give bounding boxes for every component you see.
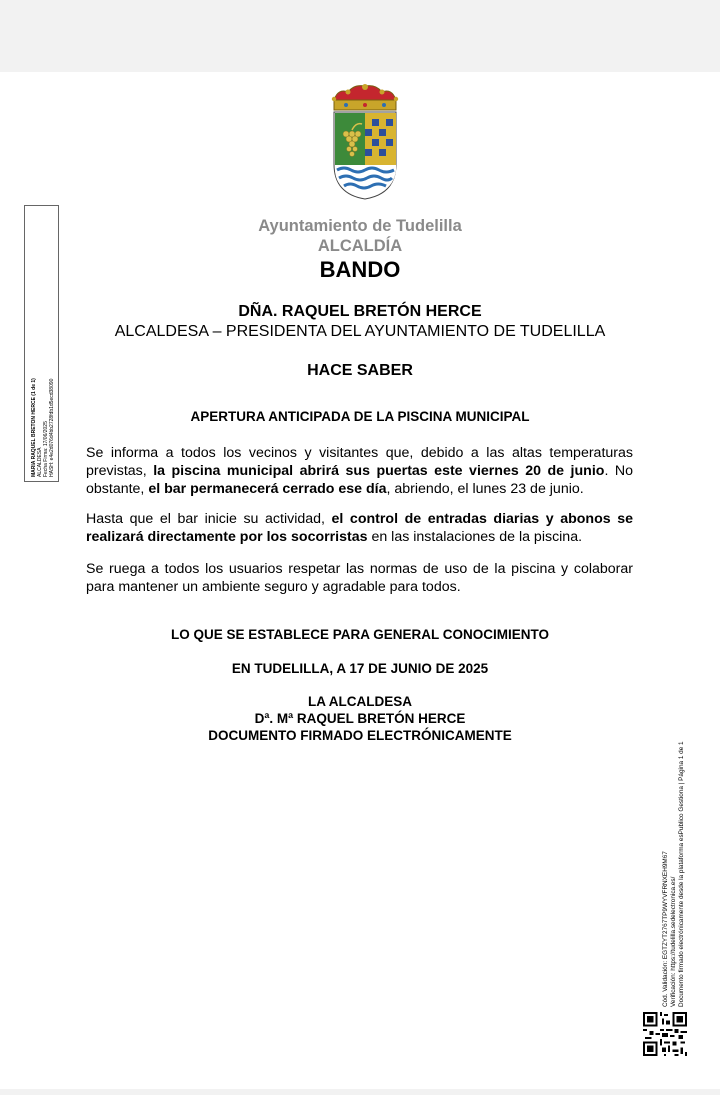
signature-stamp-box [24, 205, 59, 482]
coat-of-arms-logo [328, 82, 402, 202]
document-page [0, 72, 720, 1089]
verification-code: Cód. Validación: EGTZYT2767TP9WYVFRNXEH9M67 [662, 851, 669, 1007]
qr-code-icon [643, 1012, 687, 1056]
stamp-date: Fecha Firma: 17/06/2025 [43, 421, 49, 477]
stamp-role: ALCALDESA [37, 447, 43, 477]
signature-stamp-text [31, 208, 55, 477]
paragraph-text: en las instalaciones de la piscina. [367, 529, 583, 545]
signature-note: DOCUMENTO FIRMADO ELECTRÓNICAMENTE [208, 728, 512, 743]
paragraph-emphasis: la piscina municipal abrirá sus puertas este viernes 20 de junio [153, 463, 605, 479]
signature-name: Dª. Mª RAQUEL BRETÓN HERCE [254, 711, 466, 726]
verification-url[interactable]: Verificación: https://tudelilla.sedelectronica.es/ [670, 876, 677, 1007]
place-date: EN TUDELILLA, A 17 DE JUNIO DE 2025 [231, 661, 489, 676]
paragraph-emphasis: el control de entradas diarias y abonos se realizará directamente por los socorristas [86, 511, 633, 545]
stamp-signer: MARIA RAQUEL BRETON HERCE (1 de 1) [31, 378, 37, 477]
paragraph-text: Hasta que el bar inicie su actividad, [86, 511, 332, 527]
signature-title: LA ALCALDESA [308, 694, 412, 709]
subject-heading: APERTURA ANTICIPADA DE LA PISCINA MUNICIPAL [190, 409, 530, 424]
paragraph-text: Se informa a todos los vecinos y visitantes que, debido a las altas temperaturas previstas, [86, 445, 633, 479]
paragraph-text: . No obstante, [86, 463, 634, 497]
paragraph-text: , abriendo, el lunes 23 de junio. [386, 481, 584, 497]
stamp-hash: HASH: e4e2d076d4bb2728fdb1d5ecd38090 [49, 378, 55, 477]
document-title: BANDO [319, 257, 401, 282]
issuer-role: ALCALDESA – PRESIDENTA DEL AYUNTAMIENTO DE TUDELILLA [114, 323, 606, 340]
hace-saber-heading: HACE SABER [307, 362, 413, 379]
paragraph-opening [86, 444, 633, 498]
paragraph-access-control [86, 510, 633, 546]
verification-note: Documento firmado electrónicamente desde la plataforma esPublico Gestiona | Página 1 de 1 [678, 741, 685, 1007]
closing-statement: LO QUE SE ESTABLECE PARA GENERAL CONOCIMIENTO [170, 627, 550, 642]
department-name: ALCALDÍA [317, 237, 403, 255]
paragraph-rules: Se ruega a todos los usuarios respetar las normas de uso de la piscina y colaborar para mantener un ambiente seguro y agradable para todos. [86, 561, 633, 595]
organization-name: Ayuntamiento de Tudelilla [258, 217, 462, 235]
verification-footer [662, 717, 692, 1007]
paragraph-emphasis: el bar permanecerá cerrado ese día [148, 481, 387, 497]
issuer-name: DÑA. RAQUEL BRETÓN HERCE [238, 303, 482, 320]
